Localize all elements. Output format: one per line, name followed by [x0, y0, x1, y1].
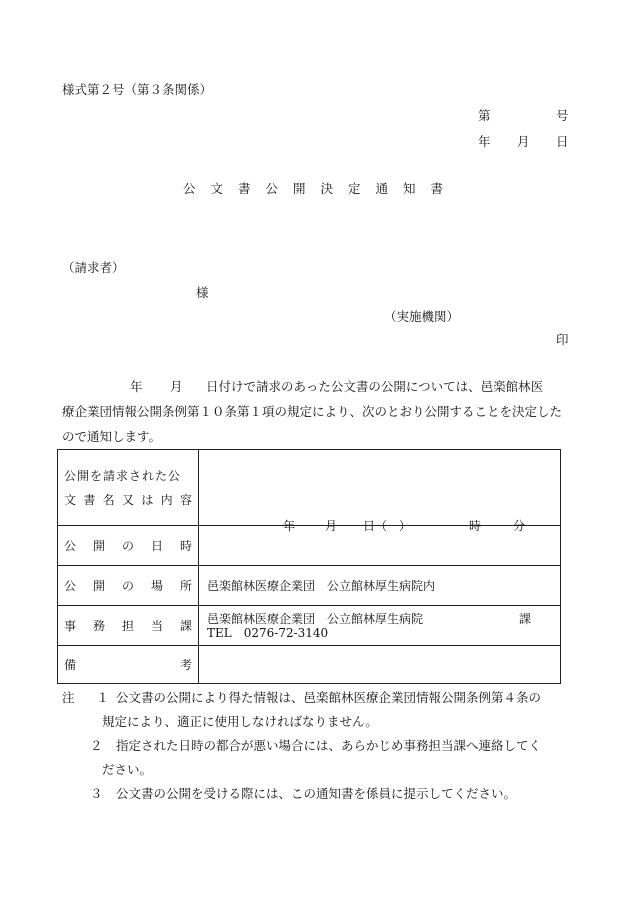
label-char: 公 — [64, 539, 77, 553]
label-char: 時 — [179, 539, 192, 553]
note-3-num: ３ — [90, 786, 103, 801]
row4-label — [58, 606, 199, 646]
row3-value: 邑楽館林医療企業団 公立館林厚生病院内 — [199, 566, 561, 606]
label-char: 日 — [150, 539, 163, 553]
doc-number-prefix: 第 — [478, 108, 491, 123]
label-char: 開 — [92, 539, 105, 553]
row-datetime — [58, 526, 561, 566]
note-3 — [62, 782, 572, 806]
row-department — [58, 606, 561, 646]
dt-minute: 分 — [513, 519, 526, 533]
label-char: 事 — [64, 619, 77, 633]
label-char: 務 — [92, 619, 105, 633]
row5-label — [58, 646, 199, 684]
sama-label: 様 — [196, 285, 209, 300]
document-title: 公文書公開決定通知書 — [183, 181, 459, 196]
note-1-text: 公文書の公開により得た情報は、邑楽館林医療企業団情報公開条例第４条の — [116, 690, 542, 705]
notes-heading: 注 — [62, 690, 75, 705]
label-char: 開 — [92, 579, 105, 593]
label-char: 又 — [121, 492, 134, 507]
note-1-marker — [62, 686, 116, 710]
label-char: 備 — [64, 658, 77, 672]
row2-label — [58, 526, 199, 566]
label-char: 内 — [160, 492, 173, 507]
date-year: 年 — [478, 134, 491, 149]
dt-day: 日（ ） — [363, 519, 412, 533]
note-1 — [62, 686, 572, 710]
date-month: 月 — [517, 134, 530, 149]
label-char: 当 — [150, 619, 163, 633]
row1-label-a: 公開を請求された公 — [64, 468, 182, 483]
label-char: 所 — [179, 579, 192, 593]
intro-month: 月 — [170, 379, 183, 394]
label-char: 考 — [179, 658, 192, 672]
note-1-num: １ — [96, 690, 110, 705]
label-char: 容 — [179, 492, 192, 507]
row5-value — [199, 646, 561, 684]
disclosure-table — [57, 449, 561, 684]
label-char: 課 — [179, 619, 192, 633]
dept-name: 邑楽館林医療企業団 公立館林厚生病院 — [207, 611, 424, 626]
note-1-cont: 規定により、適正に使用しなければなりません。 — [102, 714, 378, 729]
row2-value — [199, 519, 561, 566]
label-char: の — [121, 579, 134, 593]
dt-month: 月 — [325, 519, 338, 533]
note-2-num: ２ — [90, 738, 103, 753]
note-2-text: 指定された日時の都合が悪い場合には、あらかじめ事務担当課へ連絡してく — [116, 738, 542, 753]
row1-label-b — [64, 488, 192, 512]
label-char: の — [121, 539, 134, 553]
label-char: 担 — [121, 619, 134, 633]
doc-number-suffix: 号 — [556, 108, 569, 123]
label-char: は — [141, 492, 154, 507]
label-char: 文 — [64, 492, 77, 507]
requester-label: （請求者） — [62, 260, 125, 275]
dept-tel: TEL 0276-72-3140 — [207, 625, 329, 640]
note-2-cont: ださい。 — [102, 762, 153, 777]
note-2 — [62, 734, 572, 758]
dt-hour: 時 — [469, 519, 482, 533]
notes-section — [62, 686, 572, 806]
row-remarks — [58, 646, 561, 684]
row-document-name — [58, 450, 561, 526]
dt-year: 年 — [283, 519, 296, 533]
note-3-text: 公文書の公開を受ける際には、この通知書を係員に提示してください。 — [116, 786, 517, 801]
intro-paragraph — [62, 374, 570, 449]
row1-label — [58, 450, 199, 526]
form-number: 様式第２号（第３条関係） — [62, 82, 213, 97]
seal-mark: 印 — [556, 332, 569, 347]
row1-value — [199, 450, 561, 526]
label-char: 名 — [102, 492, 115, 507]
agency-label: （実施機関） — [384, 309, 460, 324]
intro-text-rest: 療企業団情報公開条例第１０条第１項の規定により、次のとおり公開することを決定したので通知します。 — [62, 404, 563, 444]
label-char: 書 — [83, 492, 96, 507]
row4-value — [199, 606, 561, 646]
label-char: 場 — [150, 579, 163, 593]
dept-ka: 課 — [519, 611, 532, 626]
date-day: 日 — [556, 134, 569, 149]
intro-year: 年 — [130, 379, 143, 394]
intro-text-line1: 日付けで請求のあった公文書の公開については、邑楽館林医 — [206, 379, 544, 394]
row-location — [58, 566, 561, 606]
row3-label — [58, 566, 199, 606]
label-char: 公 — [64, 579, 77, 593]
